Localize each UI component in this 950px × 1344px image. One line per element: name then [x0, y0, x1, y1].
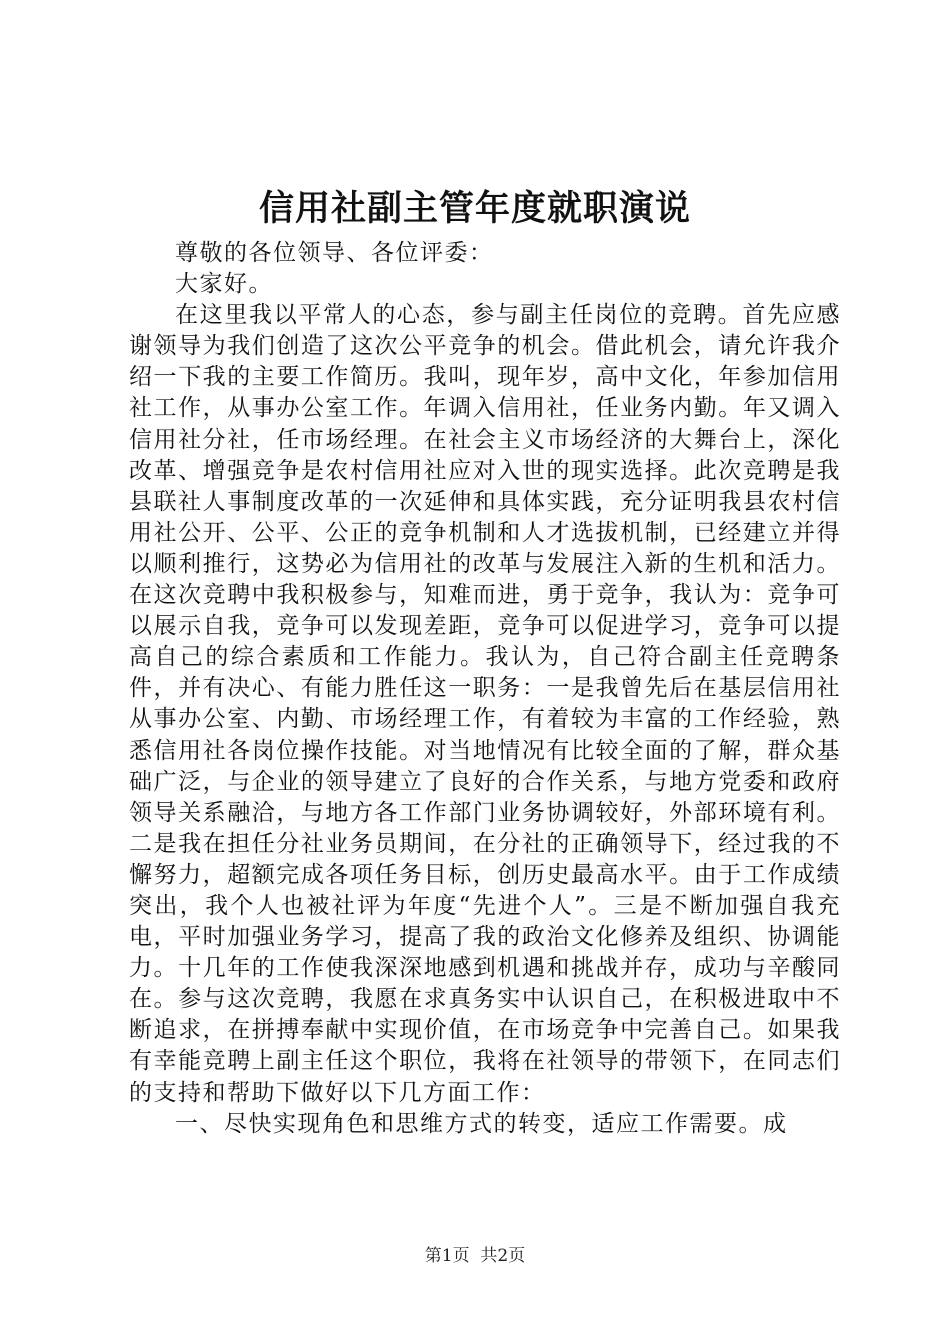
salutation-paragraph: 尊敬的各位领导、各位评委：: [175, 240, 494, 266]
page-number-label: 第1页 共2页: [424, 1246, 526, 1266]
greeting-paragraph: 大家好。: [175, 271, 273, 298]
main-paragraph: 在这里我以平常人的心态，参与副主任岗位的竞聘。首先应感谢领导为我们创造了这次公平竞争的机会。借此机会，请允许我介绍一下我的主要工作简历。我叫，现年岁，高中文化，年参加信用社工作，从事办公室工作。年调入信用社，任业务内勤。年又调入信用社分社，任市场经理。在社会主义市场经济的大舞台上，深化改革、增强竞争是农村信用社应对入世的现实选择。此次竞聘是我县联社人事制度改革的一次延伸和具体实践，充分证明我县农村信用社公开、公平、公正的竞争机制和人才选拔机制，已经建立并得以顺利推行，这势必为信用社的改革与发展注入新的生机和活力。在这次竞聘中我积极参与，知难而进，勇于竞争，我认为：竞争可以展示自我，竞争可以发现差距，竞争可以促进学习，竞争可以提高自己的综合素质和工作能力。我认为，自己符合副主任竞聘条件，并有决心、有能力胜任这一职务：一是我曾先后在基层信用社从事办公室、内勤、市场经理工作，有着较为丰富的工作经验，熟悉信用社各岗位操作技能。对当地情况有比较全面的了解，群众基础广泛，与企业的领导建立了良好的合作关系，与地方党委和政府领导关系融洽，与地方各工作部门业务协调较好，外部环境有利。二是我在担任分社业务员期间，在分社的正确领导下，经过我的不懈努力，超额完成各项任务目标，创历史最高水平。由于工作成绩突出，我个人也被社评为年度“先进个人”。三是不断加强自我充电，平时加强业务学习，提高了我的政治文化修养及组织、协调能力。十几年的工作使我深深地感到机遇和挑战并存，成功与辛酸同在。参与这次竞聘，我愿在求真务实中认识自己，在积极进取中不断追求，在拼搏奉献中实现价值，在市场竞争中完善自己。如果我有幸能竞聘上副主任这个职位，我将在社领导的带领下，在同志们的支持和帮助下做好以下几方面工作：: [129, 302, 841, 1106]
document-body: [129, 238, 841, 1140]
first-point-paragraph: 一、尽快实现角色和思维方式的转变，适应工作需要。成: [175, 1110, 788, 1137]
document-title: 信用社副主管年度就职演说: [258, 188, 691, 229]
page-footer: [0, 1244, 950, 1268]
